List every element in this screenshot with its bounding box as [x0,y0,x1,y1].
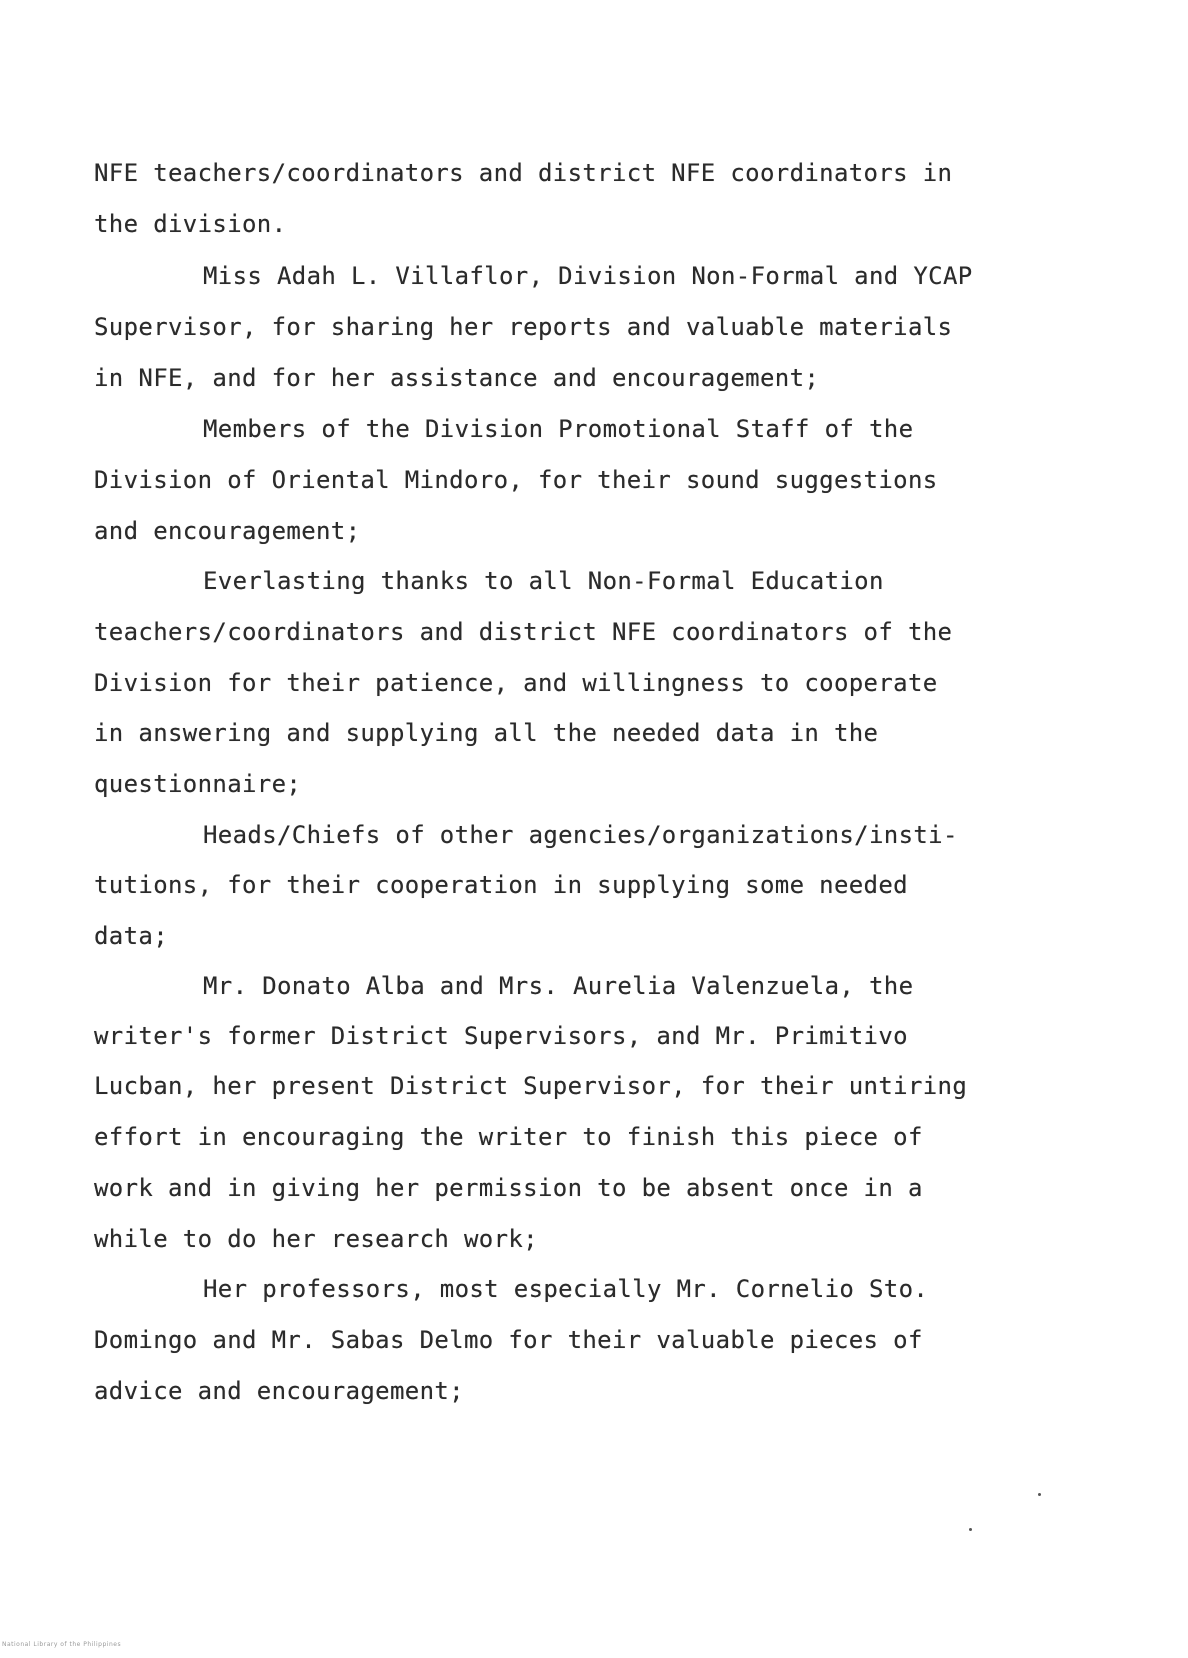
text-line-10: teachers/coordinators and district NFE coordinators of the [94,618,953,646]
paragraph-villaflor-start: Miss Adah L. Villaflor, Division Non-Formal and YCAP [203,262,973,290]
text-line-7: Division of Oriental Mindoro, for their sound suggestions [94,466,938,494]
paragraph-professors-start: Her professors, most especially Mr. Cornelio Sto. [203,1275,929,1303]
text-line-25: advice and encouragement; [94,1377,464,1405]
text-line-8: and encouragement; [94,517,361,545]
text-line-18: writer's former District Supervisors, and Mr. Primitivo [94,1022,908,1050]
text-line-19: Lucban, her present District Supervisor, for their untiring [94,1072,968,1100]
text-line-12: in answering and supplying all the needed data in the [94,719,879,747]
text-line-16: data; [94,922,168,950]
paragraph-supervisors-start: Mr. Donato Alba and Mrs. Aurelia Valenzuela, the [203,972,914,1000]
text-line-20: effort in encouraging the writer to finish this piece of [94,1123,923,1151]
scan-speck [969,1528,972,1531]
paragraph-promotional-staff-start: Members of the Division Promotional Staff of the [203,415,914,443]
text-line-4: Supervisor, for sharing her reports and valuable materials [94,313,953,341]
text-line-1: NFE teachers/coordinators and district NFE coordinators in [94,159,953,187]
text-line-15: tutions, for their cooperation in supplying some needed [94,871,908,899]
text-line-11: Division for their patience, and willingness to cooperate [94,669,938,697]
text-line-2: the division. [94,210,287,238]
text-line-13: questionnaire; [94,770,302,798]
paragraph-everlasting-thanks-start: Everlasting thanks to all Non-Formal Education [203,567,884,595]
text-line-22: while to do her research work; [94,1225,538,1253]
text-line-24: Domingo and Mr. Sabas Delmo for their valuable pieces of [94,1326,923,1354]
paragraph-heads-chiefs-start: Heads/Chiefs of other agencies/organizations/insti- [203,821,958,849]
scan-speck [1038,1493,1041,1496]
text-line-5: in NFE, and for her assistance and encouragement; [94,364,820,392]
scan-footer-watermark: National Library of the Philippines [2,1641,122,1648]
text-line-21: work and in giving her permission to be absent once in a [94,1174,923,1202]
